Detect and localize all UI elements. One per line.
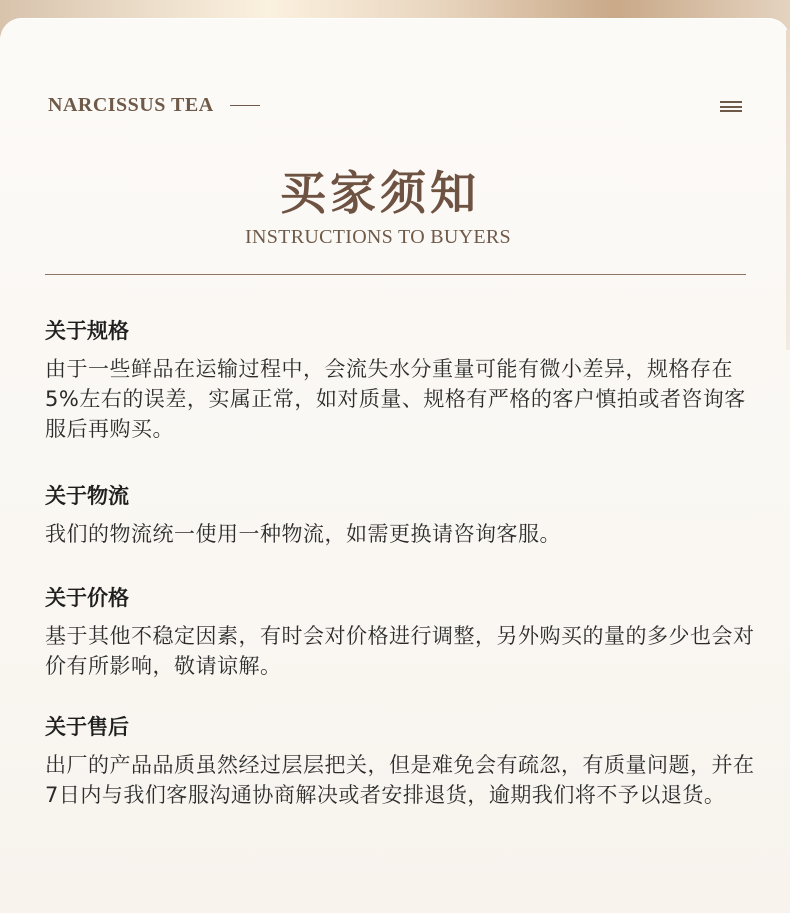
page-title: 买家须知 [280, 166, 480, 220]
section-after-sales [45, 712, 765, 810]
section-price [45, 583, 765, 681]
brand-name: NARCISSUS TEA [48, 94, 214, 116]
section-title: 关于规格 [45, 319, 129, 343]
section-body: 我们的物流统一使用一种物流，如需更换请咨询客服。 [45, 522, 561, 546]
section-logistics [45, 481, 765, 549]
section-body: 由于一些鲜品在运输过程中，会流失水分重量可能有微小差异，规格存在5%左右的误差，实属正常，如对质量、规格有严格的客户慎拍或者咨询客服后再购买。 [45, 357, 746, 441]
section-title: 关于价格 [45, 586, 129, 610]
section-body: 基于其他不稳定因素，有时会对价格进行调整，另外购买的量的多少也会对价有所影响，敬请谅解。 [45, 624, 755, 678]
card-edge [786, 30, 790, 350]
page-subtitle: INSTRUCTIONS TO BUYERS [245, 226, 511, 248]
menu-icon-bar [720, 106, 742, 108]
section-title: 关于物流 [45, 484, 129, 508]
brand-divider-line [230, 105, 260, 107]
menu-icon[interactable] [720, 101, 742, 112]
brand-header [48, 94, 260, 117]
menu-icon-bar [720, 110, 742, 112]
section-title: 关于售后 [45, 715, 129, 739]
title-divider [45, 274, 746, 275]
menu-icon-bar [720, 101, 742, 103]
section-specification [45, 316, 765, 444]
section-body: 出厂的产品品质虽然经过层层把关，但是难免会有疏忽，有质量问题，并在7日内与我们客服沟通协商解决或者安排退货，逾期我们将不予以退货。 [45, 753, 755, 807]
